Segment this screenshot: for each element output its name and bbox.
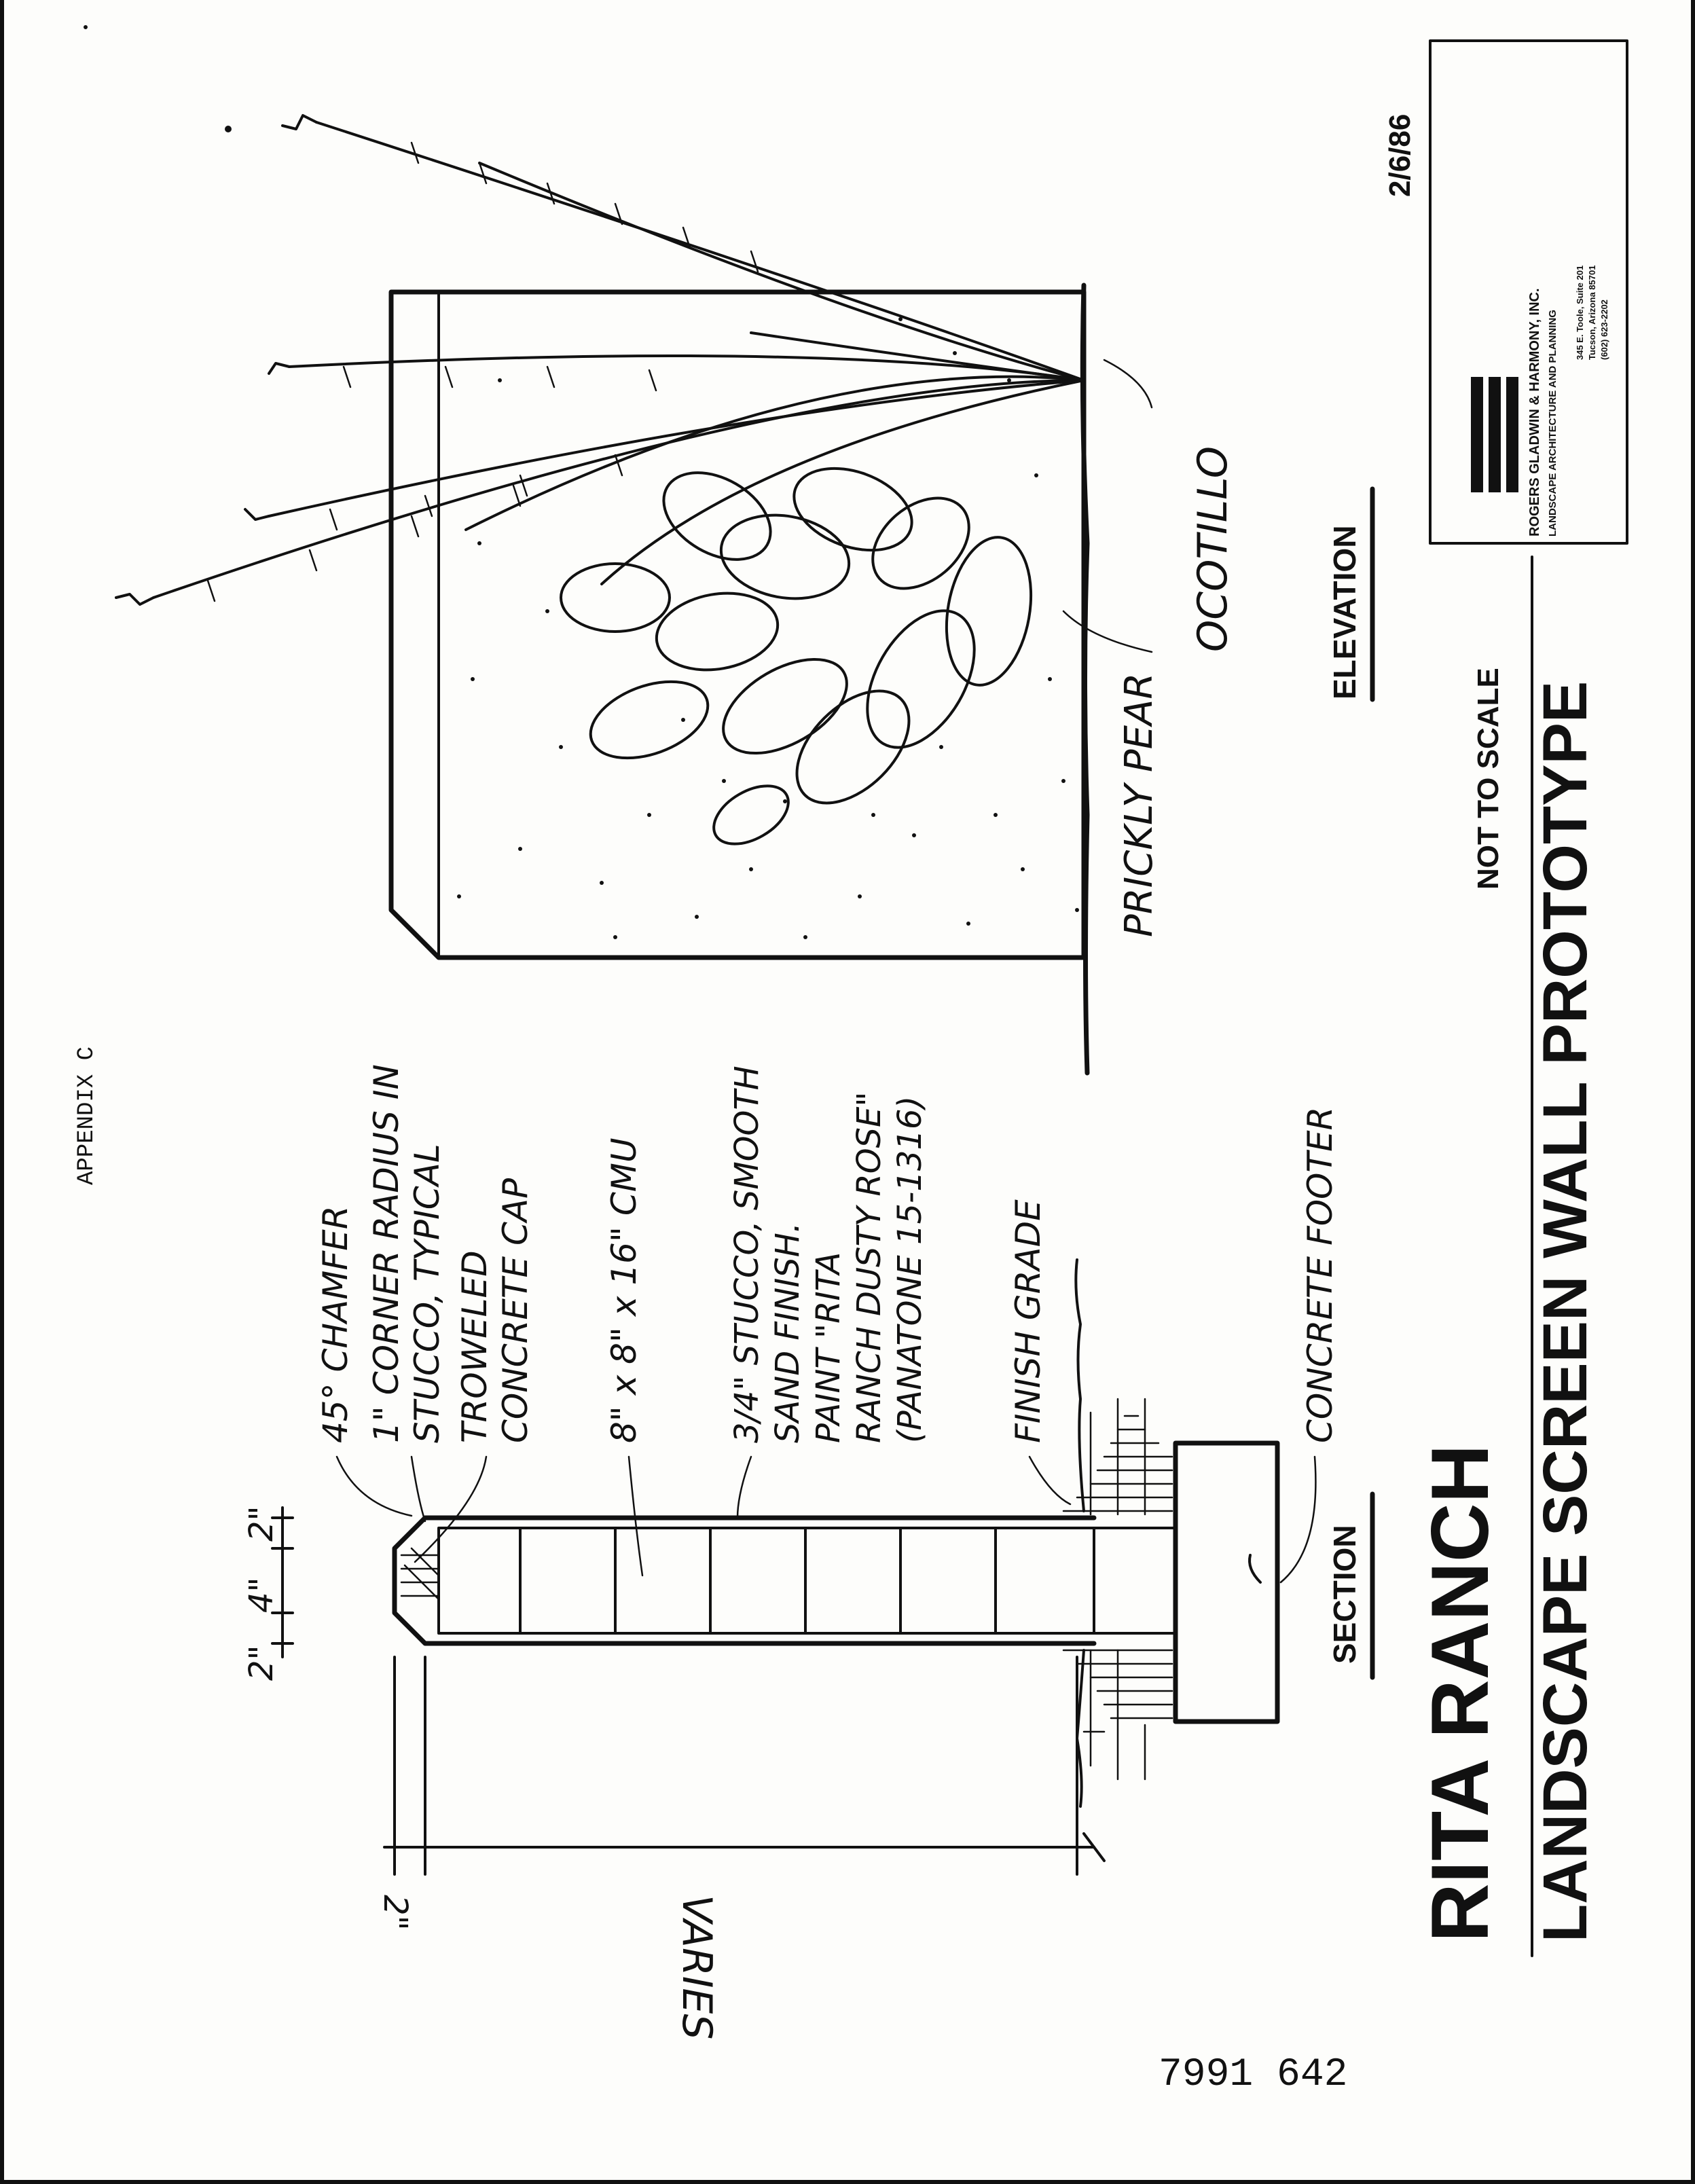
cmu-blocks — [520, 1528, 1094, 1633]
note-stucco-4: RANCH DUSTY ROSE" — [850, 1091, 888, 1443]
dim-top-2b: 2" — [242, 1506, 280, 1542]
note-finish-grade: FINISH GRADE — [1008, 1199, 1048, 1443]
note-stucco-5: (PANATONE 15-1316) — [891, 1095, 929, 1443]
note-radius-1: 1" CORNER RADIUS IN — [367, 1064, 406, 1443]
firm-tagline: LANDSCAPE ARCHITECTURE AND PLANNING — [1547, 310, 1559, 536]
note-radius-2: STUCCO, TYPICAL — [407, 1144, 447, 1443]
dim-height-varies: VARIES — [673, 1895, 721, 2040]
label-prickly-pear: PRICKLY PEAR — [1117, 672, 1161, 937]
label-ocotillo: OCOTILLO — [1189, 446, 1237, 652]
scale-note: NOT TO SCALE — [1472, 668, 1505, 890]
dim-top-2a: 2" — [242, 1645, 280, 1681]
elevation-wall — [391, 292, 1084, 958]
note-chamfer: 45° CHAMFER — [316, 1205, 355, 1443]
landscape-wall-drawing — [4, 0, 1695, 2184]
firm-logo-icon — [1471, 377, 1518, 492]
note-stucco-1: 3/4" STUCCO, SMOOTH — [728, 1066, 766, 1443]
dim-side-2: 2" — [376, 1895, 414, 1931]
firm-address-2: Tucson, Arizona 85701 — [1587, 265, 1597, 360]
firm-stamp — [1430, 41, 1627, 543]
note-cmu: 8" x 8" x 16" CMU — [604, 1138, 644, 1443]
document-number: 7991 642 — [1159, 2053, 1348, 2097]
section-view — [242, 1064, 1372, 2039]
title-main: RITA RANCH — [1415, 1444, 1506, 1942]
elevation-label: ELEVATION — [1327, 525, 1362, 699]
dimension-lines — [272, 1508, 1104, 1874]
note-concrete-footer: CONCRETE FOOTER — [1300, 1106, 1340, 1443]
section-label: SECTION — [1327, 1525, 1362, 1664]
firm-name: ROGERS GLADWIN & HARMONY, INC. — [1527, 288, 1542, 536]
concrete-footer — [1175, 1443, 1277, 1722]
dim-top-4: 4" — [242, 1577, 280, 1613]
appendix-label: APPENDIX C — [74, 1046, 100, 1185]
date: 2/6/86 — [1383, 113, 1417, 197]
note-stucco-3: PAINT "RITA — [809, 1252, 848, 1443]
elevation-grade — [1082, 285, 1087, 1073]
wall-outline — [395, 1518, 1094, 1643]
note-stucco-2: SAND FINISH. — [769, 1222, 807, 1443]
note-cap-1: TROWELED — [455, 1250, 494, 1443]
ocotillo-leader — [1104, 360, 1152, 407]
firm-address-1: 345 E. Toole, Suite 201 — [1575, 265, 1585, 360]
title-block — [1383, 41, 1627, 1956]
title-sub: LANDSCAPE SCREEN WALL PROTOTYPE — [1531, 680, 1600, 1942]
finish-grade-line — [1076, 1260, 1084, 1511]
elevation-view — [116, 115, 1372, 1073]
prickly-pear — [561, 454, 1042, 856]
ocotillo — [116, 115, 1084, 604]
firm-phone: (602) 623-2202 — [1599, 299, 1609, 360]
pear-leader — [1063, 611, 1152, 652]
note-cap-2: CONCRETE CAP — [496, 1178, 535, 1443]
scan-specks — [84, 25, 232, 132]
